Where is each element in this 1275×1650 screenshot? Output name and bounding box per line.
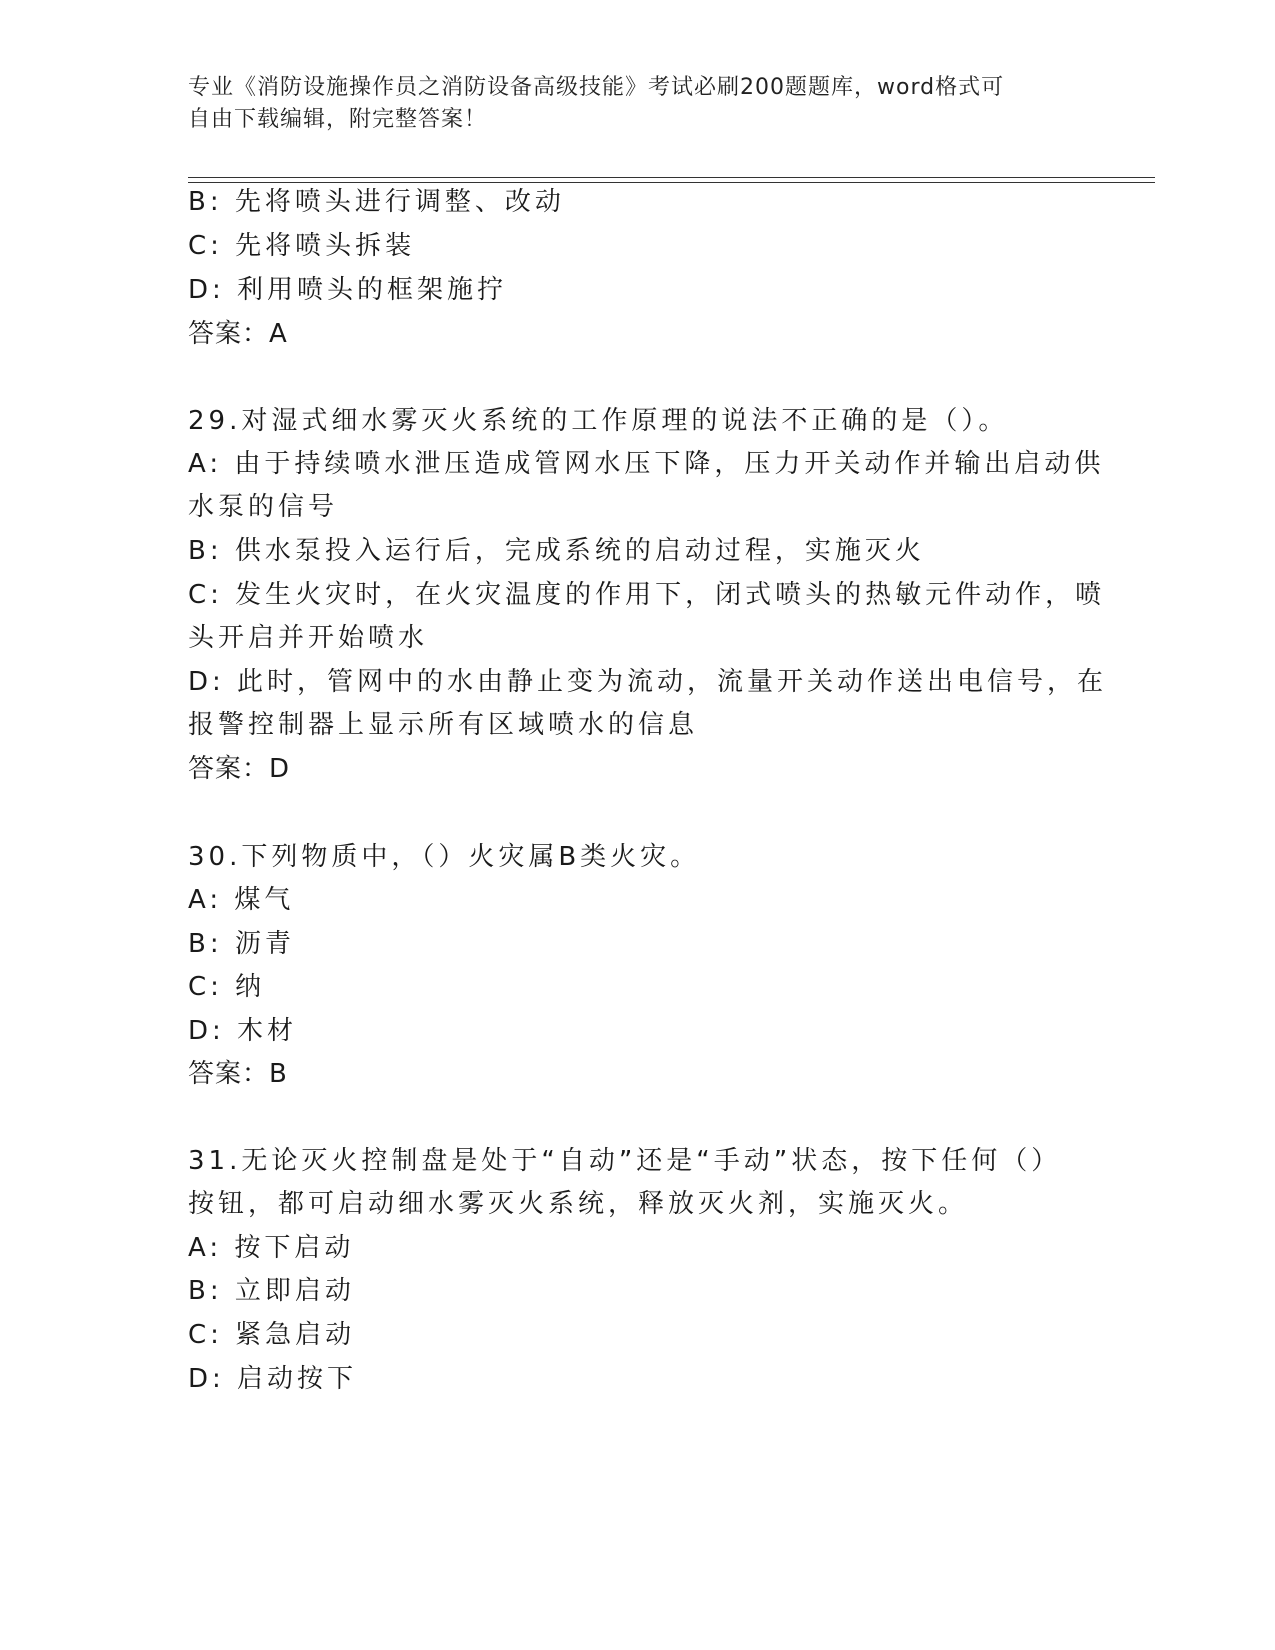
q28-answer: 答案：A <box>188 319 288 349</box>
q30-answer: 答案：B <box>188 1059 288 1089</box>
q29-option-a-cont: 水泵的信号 <box>188 492 339 522</box>
q30-option-c: C: 纳 <box>188 972 266 1002</box>
q30-option-d: D: 木材 <box>188 1016 298 1046</box>
q29-option-c: C: 发生火灾时，在火灾温度的作用下，闭式喷头的热敏元件动作，喷 <box>188 580 1106 610</box>
page-header <box>188 72 1088 136</box>
q30-option-a: A: 煤气 <box>188 885 295 915</box>
header-line-1: 专业《消防设施操作员之消防设备高级技能》考试必刷200题题库，word格式可 <box>188 75 1005 100</box>
q31-option-d: D: 启动按下 <box>188 1364 358 1394</box>
header-divider-top <box>188 177 1155 178</box>
q31-stem-cont: 按钮，都可启动细水雾灭火系统，释放灭火剂，实施灭火。 <box>188 1189 969 1219</box>
q29-option-d: D: 此时，管网中的水由静止变为流动，流量开关动作送出电信号，在 <box>188 667 1108 697</box>
q29-option-d-cont: 报警控制器上显示所有区域喷水的信息 <box>188 710 699 740</box>
q28-option-c: C: 先将喷头拆装 <box>188 231 416 261</box>
q30-stem: 30.下列物质中，（）火灾属B类火灾。 <box>188 842 701 872</box>
q30-option-b: B: 沥青 <box>188 929 295 959</box>
q29-option-a: A: 由于持续喷水泄压造成管网水压下降，压力开关动作并输出启动供 <box>188 449 1105 479</box>
q29-option-c-cont: 头开启并开始喷水 <box>188 623 429 653</box>
q29-answer: 答案：D <box>188 754 291 784</box>
q31-option-b: B: 立即启动 <box>188 1276 355 1306</box>
q28-option-b: B: 先将喷头进行调整、改动 <box>188 187 565 217</box>
q29-stem: 29.对湿式细水雾灭火系统的工作原理的说法不正确的是（）。 <box>188 406 1009 436</box>
q29-option-b: B: 供水泵投入运行后，完成系统的启动过程，实施灭火 <box>188 536 925 566</box>
header-line-2: 自由下载编辑，附完整答案！ <box>188 107 488 132</box>
q31-stem: 31.无论灭火控制盘是处于“自动”还是“手动”状态，按下任何（） <box>188 1146 1062 1176</box>
q28-option-d: D: 利用喷头的框架施拧 <box>188 275 508 305</box>
header-divider-bottom <box>188 182 1155 183</box>
q31-option-c: C: 紧急启动 <box>188 1320 356 1350</box>
q31-option-a: A: 按下启动 <box>188 1233 355 1263</box>
